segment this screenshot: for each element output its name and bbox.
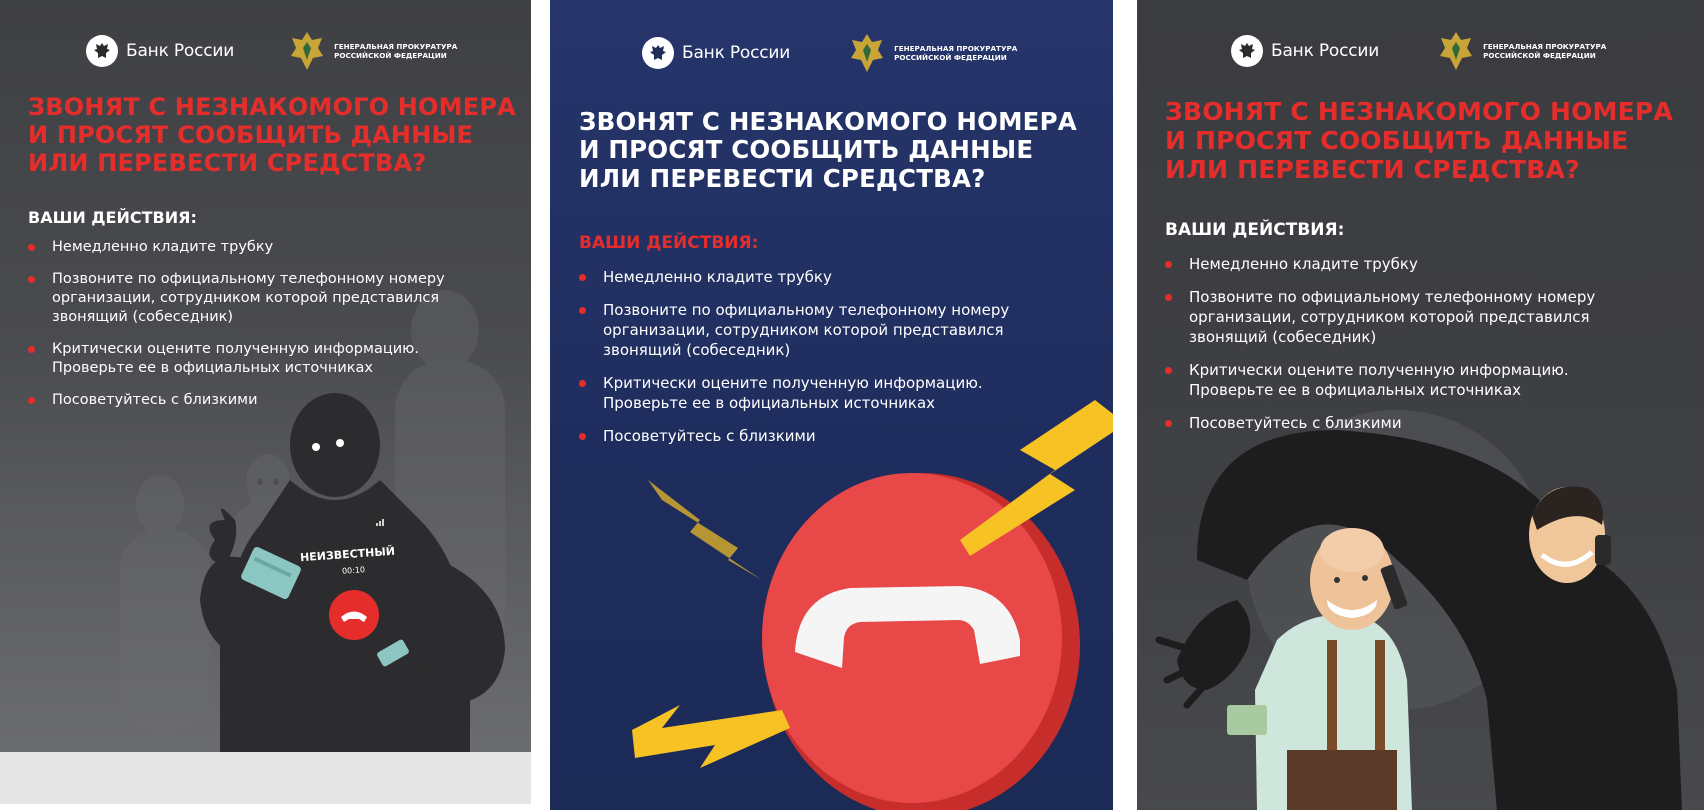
- title-line-2: И ПРОСЯТ СООБЩИТЬ ДАННЫЕ: [579, 135, 1034, 165]
- call-timer: 00:10: [341, 565, 366, 576]
- prosecutor-line-1: ГЕНЕРАЛЬНАЯ ПРОКУРАТУРА: [334, 42, 458, 51]
- title-line-3: ИЛИ ПЕРЕВЕСТИ СРЕДСТВА?: [579, 163, 986, 193]
- page-title: [28, 94, 516, 177]
- list-item: Немедленно кладите трубку: [1165, 254, 1595, 274]
- bank-of-russia-logo: [1231, 35, 1379, 67]
- prosecutor-line-1: ГЕНЕРАЛЬНАЯ ПРОКУРАТУРА: [894, 44, 1018, 53]
- poster-grey-scammer: [1137, 0, 1704, 810]
- lightning-bolt-icon: [648, 480, 762, 580]
- list-item: Посоветуйтесь с близкими: [579, 426, 1009, 446]
- title-line-3: ИЛИ ПЕРЕВЕСТИ СРЕДСТВА?: [1165, 155, 1580, 184]
- prosecutor-emblem-icon: [1437, 30, 1475, 72]
- actions-list: [579, 267, 1009, 446]
- prosecutor-line-1: ГЕНЕРАЛЬНАЯ ПРОКУРАТУРА: [1483, 42, 1607, 51]
- list-item: Критически оцените полученную информацию. Проверьте ее в официальных источниках: [28, 340, 445, 378]
- list-item: Посоветуйтесь с близкими: [28, 391, 445, 410]
- prosecutor-line-2: РОССИЙСКОЙ ФЕДЕРАЦИИ: [1483, 51, 1596, 60]
- grey-strip: [0, 752, 531, 804]
- title-line-1: ЗВОНЯТ С НЕЗНАКОМОГО НОМЕРА: [579, 107, 1077, 136]
- bank-name: Банк России: [682, 43, 791, 63]
- prosecutor-logo: [848, 32, 1017, 74]
- list-item: Позвоните по официальному телефонному номеру организации, сотрудником которой представился звонящий (собеседник): [28, 270, 445, 327]
- bank-name: Банк России: [1271, 41, 1380, 61]
- actions-title: ВАШИ ДЕЙСТВИЯ:: [28, 208, 197, 227]
- prosecutor-logo: [1437, 30, 1606, 72]
- page-title: [579, 108, 1077, 193]
- prosecutor-line-2: РОССИЙСКОЙ ФЕДЕРАЦИИ: [334, 51, 447, 60]
- actions-list: [1165, 254, 1595, 433]
- prosecutor-emblem-icon: [288, 30, 326, 72]
- page-title: [1165, 97, 1673, 184]
- bank-of-russia-eagle-icon: [86, 35, 118, 67]
- actions-title: ВАШИ ДЕЙСТВИЯ:: [1165, 220, 1345, 240]
- caller-name: НЕИЗВЕСТНЫЙ: [299, 544, 396, 565]
- prosecutor-emblem-icon: [848, 32, 886, 74]
- poster-blue-hang-up: [550, 0, 1113, 810]
- title-line-2: И ПРОСЯТ СООБЩИТЬ ДАННЫЕ: [28, 120, 474, 149]
- list-item: Позвоните по официальному телефонному номеру организации, сотрудником которой представился звонящий (собеседник): [579, 300, 1009, 360]
- list-item: Позвоните по официальному телефонному номеру организации, сотрудником которой представился звонящий (собеседник): [1165, 287, 1595, 347]
- list-item: Немедленно кладите трубку: [28, 238, 445, 257]
- prosecutor-line-2: РОССИЙСКОЙ ФЕДЕРАЦИИ: [894, 53, 1007, 62]
- bank-of-russia-logo: [86, 35, 234, 67]
- bank-of-russia-logo: [642, 37, 790, 69]
- list-item: Критически оцените полученную информацию. Проверьте ее в официальных источниках: [1165, 360, 1595, 400]
- list-item: Немедленно кладите трубку: [579, 267, 1009, 287]
- title-line-2: И ПРОСЯТ СООБЩИТЬ ДАННЫЕ: [1165, 126, 1629, 155]
- bank-name: Банк России: [126, 41, 235, 61]
- actions-title: ВАШИ ДЕЙСТВИЯ:: [579, 233, 759, 253]
- logos-row: [642, 32, 1017, 74]
- title-line-3: ИЛИ ПЕРЕВЕСТИ СРЕДСТВА?: [28, 148, 427, 177]
- bank-of-russia-eagle-icon: [642, 37, 674, 69]
- lightning-bolt-icon: [632, 705, 790, 768]
- actions-list: [28, 238, 445, 410]
- logos-row: [86, 30, 457, 72]
- poster-grey-unknown-caller: [0, 0, 531, 752]
- prosecutor-logo: [288, 30, 457, 72]
- list-item: Посоветуйтесь с близкими: [1165, 413, 1595, 433]
- logos-row: [1231, 30, 1606, 72]
- title-line-1: ЗВОНЯТ С НЕЗНАКОМОГО НОМЕРА: [1165, 97, 1673, 126]
- title-line-1: ЗВОНЯТ С НЕЗНАКОМОГО НОМЕРА: [28, 93, 516, 121]
- list-item: Критически оцените полученную информацию. Проверьте ее в официальных источниках: [579, 373, 1009, 413]
- bank-of-russia-eagle-icon: [1231, 35, 1263, 67]
